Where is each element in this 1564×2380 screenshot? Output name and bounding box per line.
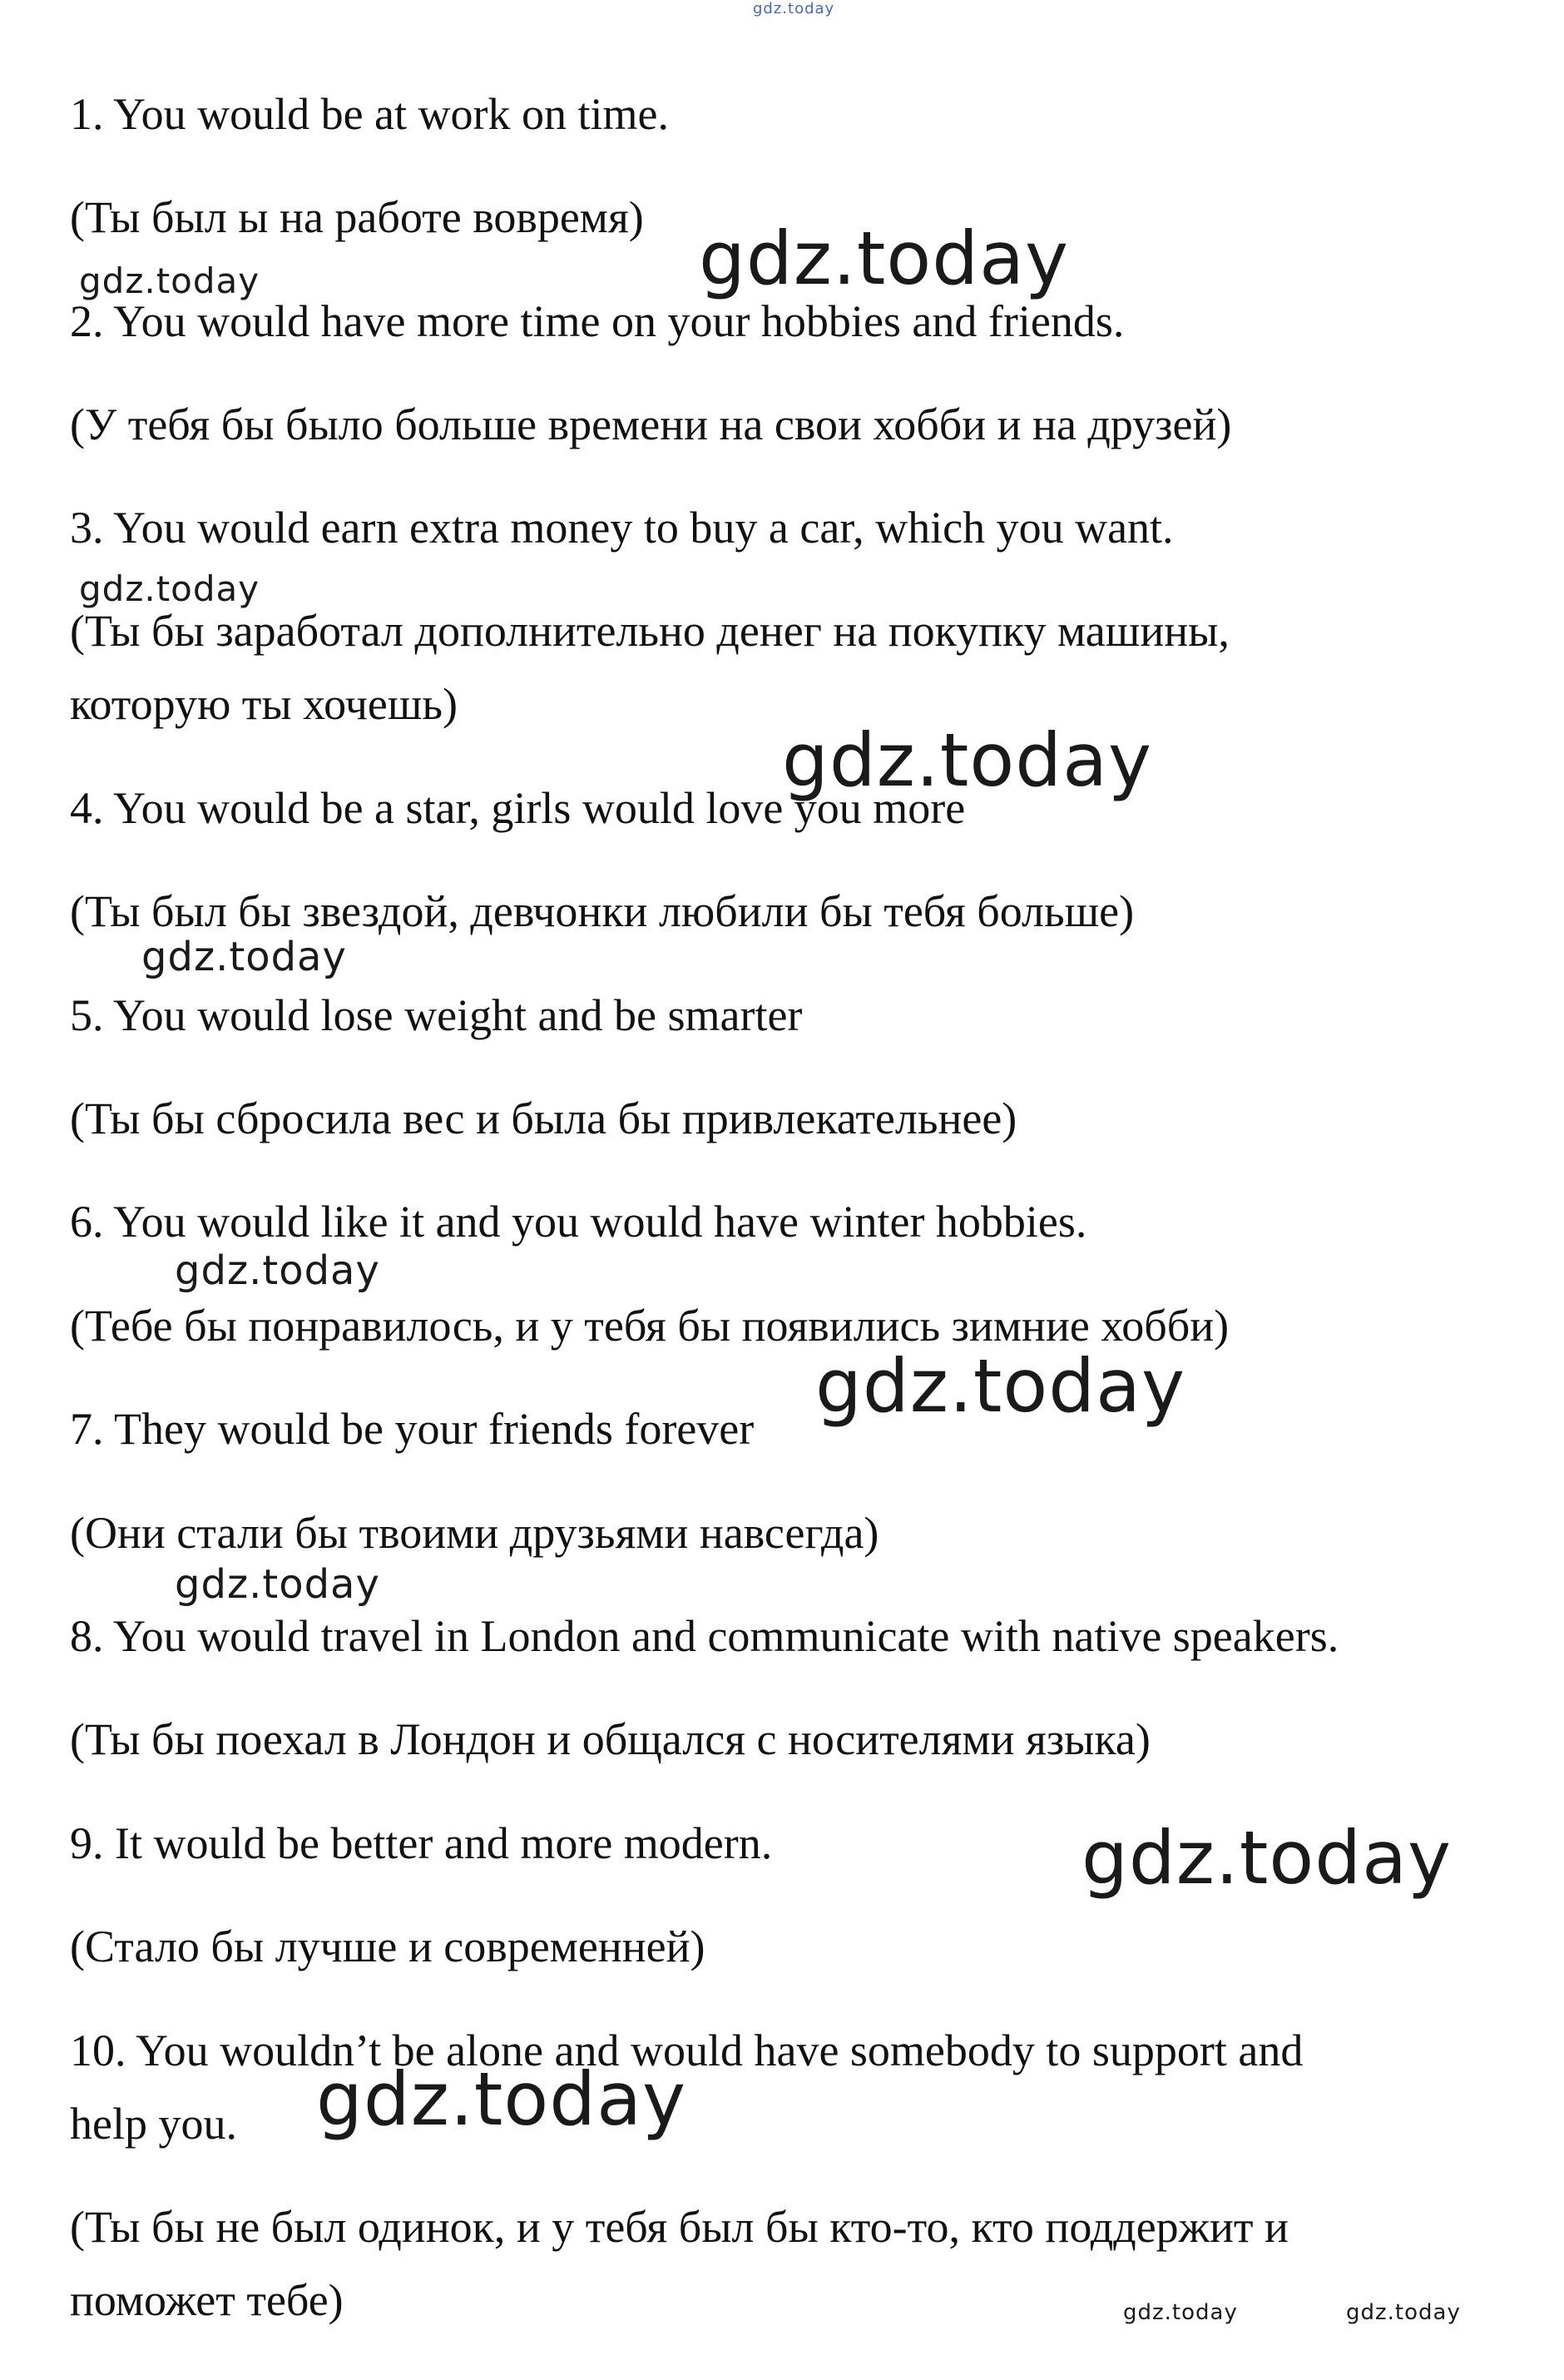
watermark-large: gdz.today — [815, 1343, 1186, 1429]
sentence-3-en: 3. You would earn extra money to buy a car, which you want. — [70, 503, 1174, 553]
watermark-small: gdz.today — [79, 260, 260, 301]
sentence-10-en-cont: help you. — [70, 2099, 237, 2149]
sentence-9-ru: (Стало бы лучше и современней) — [70, 1921, 705, 1971]
sentence-5-en: 5. You would lose weight and be smarter — [70, 990, 803, 1040]
sentence-3-ru-cont: которую ты хочешь) — [70, 679, 458, 729]
sentence-1-ru: (Ты был ы на работе вовремя) — [70, 192, 644, 242]
watermark-top: gdz.today — [753, 0, 835, 17]
watermark-large: gdz.today — [1081, 1815, 1453, 1901]
sentence-3-ru: (Ты бы заработал дополнительно денег на покупку машины, — [70, 606, 1230, 656]
sentence-10-en: 10. You wouldn’t be alone and would have somebody to support and — [70, 2025, 1304, 2075]
watermark-medium: gdz.today — [141, 934, 347, 980]
sentence-6-en: 6. You would like it and you would have winter hobbies. — [70, 1197, 1087, 1247]
sentence-7-en: 7. They would be your friends forever — [70, 1404, 755, 1454]
watermark-large: gdz.today — [316, 2056, 687, 2142]
watermark-footer: gdz.today — [1123, 2300, 1238, 2325]
watermark-large: gdz.today — [782, 717, 1153, 803]
sentence-10-ru-cont: поможет тебе) — [70, 2275, 344, 2325]
sentence-10-ru: (Ты бы не был одинок, и у тебя был бы кто-то, кто поддержит и — [70, 2202, 1289, 2252]
sentence-7-ru: (Они стали бы твоими друзьями навсегда) — [70, 1508, 879, 1558]
sentence-4-ru: (Ты был бы звездой, девчонки любили бы тебя больше) — [70, 886, 1135, 936]
watermark-small: gdz.today — [79, 568, 260, 609]
sentence-9-en: 9. It would be better and more modern. — [70, 1818, 773, 1868]
sentence-8-en: 8. You would travel in London and communicate with native speakers. — [70, 1611, 1339, 1661]
sentence-1-en: 1. You would be at work on time. — [70, 89, 669, 139]
sentence-2-ru: (У тебя бы было больше времени на свои хобби и на друзей) — [70, 399, 1232, 449]
sentence-5-ru: (Ты бы сбросила вес и была бы привлекательнее) — [70, 1093, 1017, 1143]
watermark-footer: gdz.today — [1346, 2300, 1461, 2325]
watermark-medium: gdz.today — [175, 1247, 380, 1294]
sentence-4-en: 4. You would be a star, girls would love you more — [70, 783, 966, 833]
sentence-2-en: 2. You would have more time on your hobbies and friends. — [70, 296, 1125, 346]
sentence-8-ru: (Ты бы поехал в Лондон и общался с носителями языка) — [70, 1714, 1151, 1764]
watermark-large: gdz.today — [699, 216, 1070, 301]
sentence-6-ru: (Тебе бы понравилось, и у тебя бы появились зимние хобби) — [70, 1301, 1230, 1351]
watermark-medium: gdz.today — [175, 1561, 380, 1608]
